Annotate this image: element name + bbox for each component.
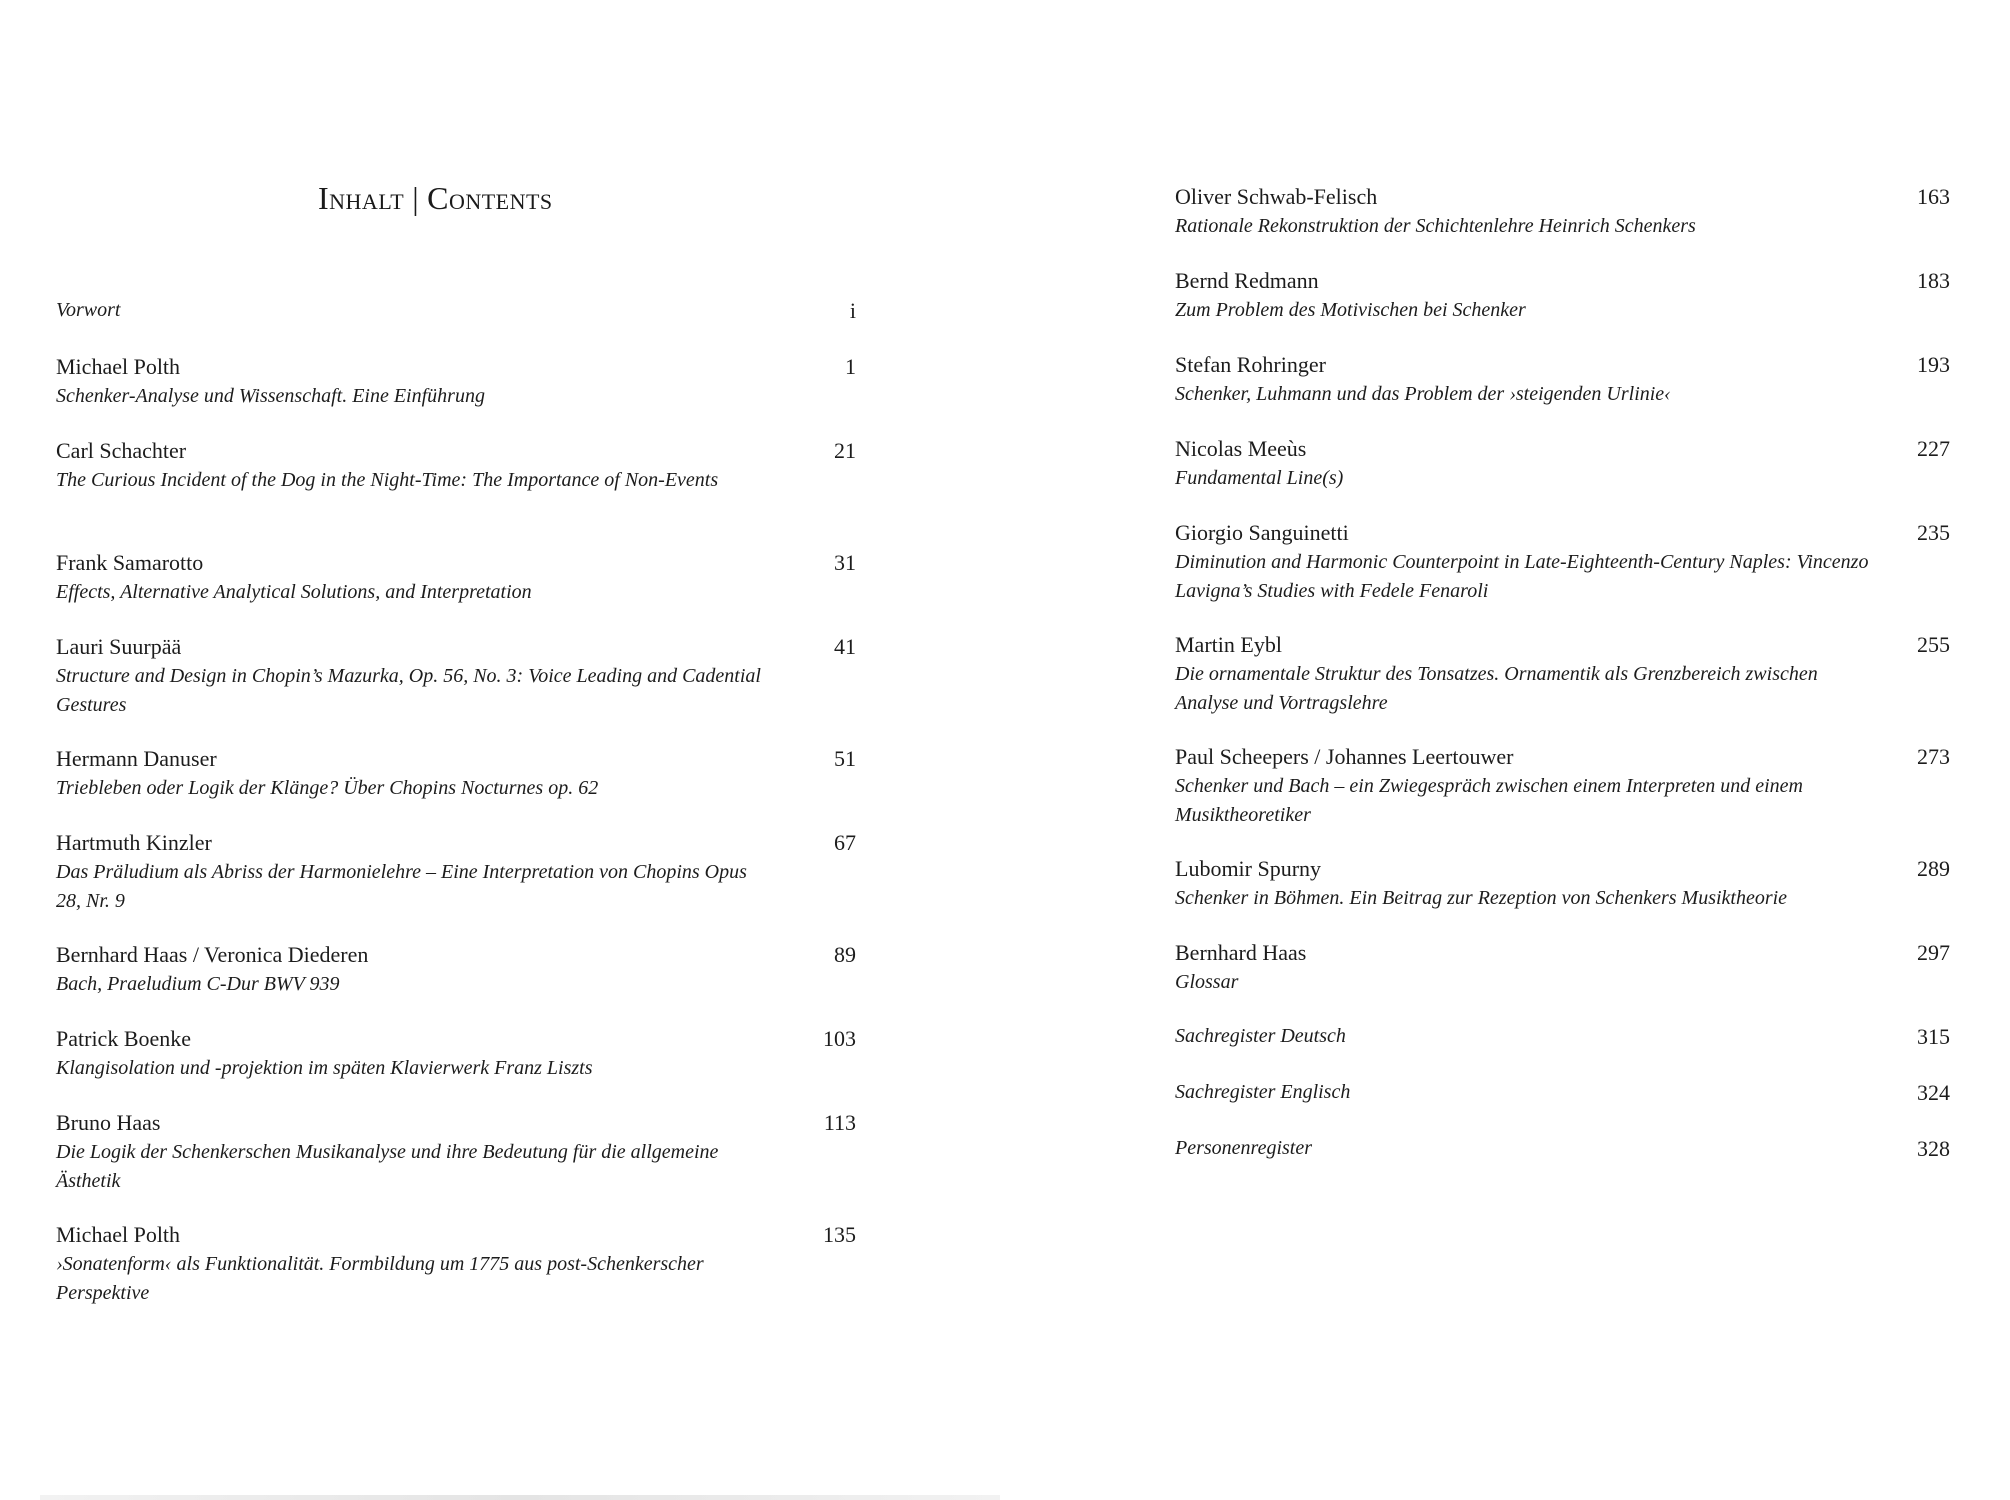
toc-entry[interactable] (56, 1108, 856, 1196)
scan-edge-shadow (40, 1495, 1000, 1500)
toc-entry[interactable] (56, 1220, 856, 1308)
entry-title: The Curious Incident of the Dog in the Night-Time: The Importance of Non-Events (56, 469, 719, 491)
toc-entry[interactable] (1175, 266, 1955, 325)
toc-entry[interactable] (56, 940, 856, 999)
entry-title: Zum Problem des Motivischen bei Schenker (1175, 299, 1526, 321)
heading-english: Contents (427, 180, 553, 216)
toc-entry[interactable] (56, 352, 856, 411)
entry-page-number: 89 (834, 942, 856, 967)
entry-title: Die ornamentale Struktur des Tonsatzes. Ornamentik als Grenzbereich zwischen Analyse und Vortragslehre (1175, 663, 1818, 714)
entry-author: Oliver Schwab-Felisch (1175, 184, 1378, 209)
entry-author: Hartmuth Kinzler (56, 830, 212, 855)
toc-entry-subject-index-german[interactable] (1175, 1022, 1955, 1051)
entry-page-number: 227 (1917, 436, 1950, 461)
toc-entry[interactable] (1175, 434, 1955, 493)
entry-page-number: 113 (823, 1110, 856, 1135)
entry-page-number: 51 (834, 746, 856, 771)
toc-entry[interactable] (56, 436, 856, 495)
entry-title: Die Logik der Schenkerschen Musikanalyse und ihre Bedeutung für die allgemeine Ästhetik (56, 1141, 719, 1192)
entry-page-number: 289 (1917, 856, 1950, 881)
entry-page-number: 135 (823, 1222, 856, 1247)
entry-page-number: 297 (1917, 940, 1950, 965)
entry-title: Bach, Praeludium C-Dur BWV 939 (56, 973, 340, 995)
entry-title: Sachregister Deutsch (1175, 1025, 1346, 1047)
entry-page-number: 255 (1917, 632, 1950, 657)
entry-title: Glossar (1175, 971, 1239, 993)
entry-page-number: 21 (834, 438, 856, 463)
entry-title: Schenker-Analyse und Wissenschaft. Eine Einführung (56, 385, 485, 407)
entry-page-number: 273 (1917, 744, 1950, 769)
entry-title: Diminution and Harmonic Counterpoint in Late-Eighteenth-Century Naples: Vincenzo Lavigna’s Studies with Fedele Fenaroli (1175, 551, 1869, 602)
heading-separator: | (412, 180, 420, 216)
entry-author: Bernd Redmann (1175, 268, 1319, 293)
entry-page-number: 328 (1917, 1136, 1950, 1161)
entry-author: Lubomir Spurny (1175, 856, 1322, 881)
entry-author: Michael Polth (56, 354, 181, 379)
entry-title: Fundamental Line(s) (1175, 467, 1344, 489)
entry-author: Hermann Danuser (56, 746, 217, 771)
entry-title: Personenregister (1175, 1137, 1313, 1159)
entry-title: Rationale Rekonstruktion der Schichtenlehre Heinrich Schenkers (1175, 215, 1696, 237)
entry-page-number: i (849, 298, 856, 323)
contents-heading (318, 180, 553, 217)
toc-entry[interactable] (1175, 742, 1955, 830)
entry-title: Klangisolation und -projektion im späten Klavierwerk Franz Liszts (56, 1057, 593, 1079)
entry-author: Patrick Boenke (56, 1026, 192, 1051)
entry-title: Sachregister Englisch (1175, 1081, 1351, 1103)
entry-author: Nicolas Meeùs (1175, 436, 1307, 461)
entry-page-number: 183 (1917, 268, 1950, 293)
entry-author: Carl Schachter (56, 438, 187, 463)
entry-page-number: 235 (1917, 520, 1950, 545)
toc-entry[interactable] (1175, 350, 1955, 409)
entry-author: Giorgio Sanguinetti (1175, 520, 1349, 545)
toc-entry[interactable] (56, 1024, 856, 1083)
toc-entry[interactable] (56, 744, 856, 803)
entry-title: Schenker, Luhmann und das Problem der ›steigenden Urlinie‹ (1175, 383, 1671, 405)
entry-author: Bruno Haas (56, 1110, 161, 1135)
toc-entry[interactable] (1175, 518, 1955, 606)
entry-page-number: 163 (1917, 184, 1950, 209)
toc-entry[interactable] (1175, 182, 1955, 241)
entry-page-number: 41 (834, 634, 856, 659)
toc-entry[interactable] (56, 548, 856, 607)
entry-page-number: 193 (1917, 352, 1950, 377)
entry-page-number: 1 (845, 354, 856, 379)
entry-author: Michael Polth (56, 1222, 181, 1247)
entry-author: Bernhard Haas / Veronica Diederen (56, 942, 369, 967)
entry-page-number: 324 (1917, 1080, 1950, 1105)
entry-title: Triebleben oder Logik der Klänge? Über Chopins Nocturnes op. 62 (56, 777, 599, 799)
entry-title: ›Sonatenform‹ als Funktionalität. Formbildung um 1775 aus post-Schenkerscher Perspektive (56, 1253, 704, 1304)
entry-author: Lauri Suurpää (56, 634, 182, 659)
toc-entry-vorwort[interactable] (56, 296, 856, 325)
entry-author: Paul Scheepers / Johannes Leertouwer (1175, 744, 1514, 769)
toc-entry[interactable] (56, 632, 856, 720)
right-page (1005, 0, 2010, 1500)
toc-entry[interactable] (56, 828, 856, 916)
entry-title: Vorwort (56, 299, 121, 321)
toc-entry[interactable] (1175, 630, 1955, 718)
entry-page-number: 67 (834, 830, 856, 855)
entry-author: Stefan Rohringer (1175, 352, 1326, 377)
entry-author: Bernhard Haas (1175, 940, 1307, 965)
toc-entry-subject-index-english[interactable] (1175, 1078, 1955, 1107)
toc-entry[interactable] (1175, 938, 1955, 997)
entry-author: Frank Samarotto (56, 550, 204, 575)
toc-entry[interactable] (1175, 854, 1955, 913)
heading-german: Inhalt (318, 180, 405, 216)
entry-title: Structure and Design in Chopin’s Mazurka, Op. 56, No. 3: Voice Leading and Cadential Gestures (56, 665, 761, 716)
entry-page-number: 103 (823, 1026, 856, 1051)
entry-page-number: 31 (834, 550, 856, 575)
entry-title: Das Präludium als Abriss der Harmonielehre – Eine Interpretation von Chopins Opus 28, Nr. 9 (56, 861, 747, 912)
entry-page-number: 315 (1917, 1024, 1950, 1049)
entry-author: Martin Eybl (1175, 632, 1282, 657)
toc-entry-person-index[interactable] (1175, 1134, 1955, 1163)
entry-title: Schenker in Böhmen. Ein Beitrag zur Rezeption von Schenkers Musiktheorie (1175, 887, 1788, 909)
entry-title: Effects, Alternative Analytical Solutions, and Interpretation (56, 581, 532, 603)
entry-title: Schenker und Bach – ein Zwiegespräch zwischen einem Interpreten und einem Musiktheoretiker (1175, 775, 1803, 826)
